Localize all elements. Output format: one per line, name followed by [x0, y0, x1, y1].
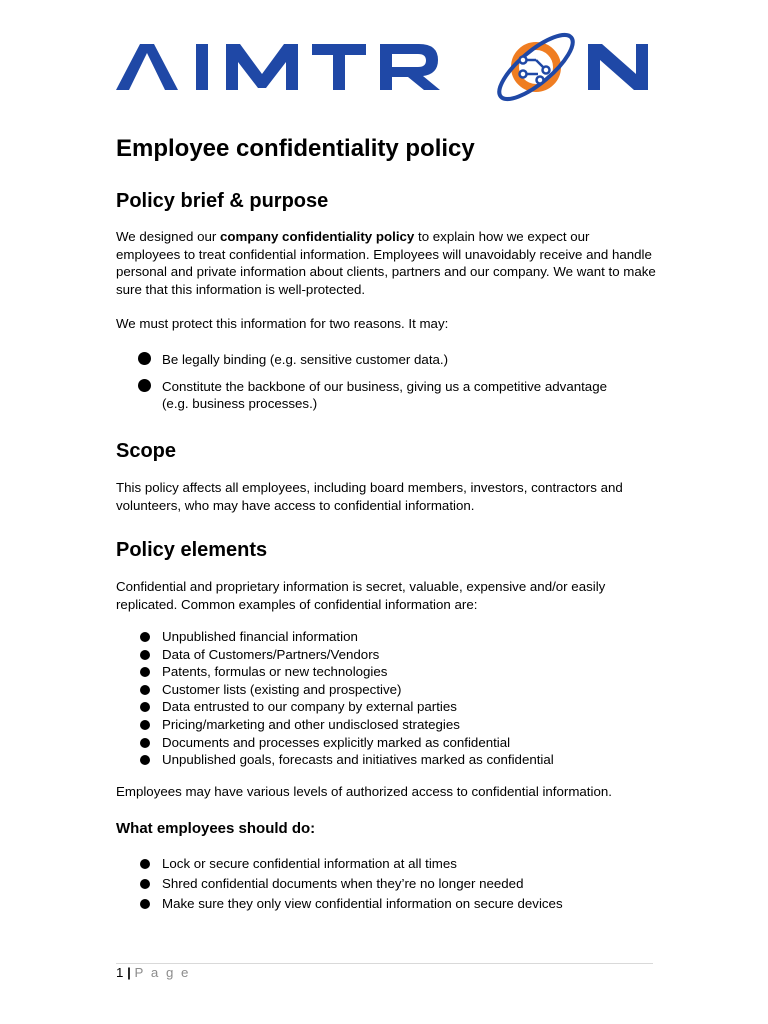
- page-label: P a g e: [134, 965, 191, 980]
- bullet-icon: [140, 755, 150, 765]
- brief-text-start: We designed our: [116, 229, 220, 244]
- page-number: 1: [116, 965, 124, 980]
- examples-list: [116, 628, 626, 769]
- bullet-icon: [140, 859, 150, 869]
- reasons-list: [116, 351, 626, 413]
- heading-should-do: What employees should do:: [116, 820, 316, 837]
- list-item: Documents and processes explicitly marked as confidential: [116, 734, 626, 752]
- list-item: Customer lists (existing and prospective): [116, 681, 626, 699]
- brief-text-end: to explain how we expect our employees to treat confidential information. Employees will unavoidably receive and handle personal and private information about clients, partners and our company. We want to make sure that this information is well-protected.: [116, 229, 656, 297]
- list-item: Patents, formulas or new technologies: [116, 663, 626, 681]
- brief-text-bold: company confidentiality policy: [219, 229, 415, 244]
- bullet-icon: [140, 685, 150, 695]
- bullet-icon: [140, 720, 150, 730]
- list-item: Data entrusted to our company by external parties: [116, 698, 626, 716]
- bullet-icon: [140, 738, 150, 748]
- elements-intro: Confidential and proprietary information is secret, valuable, expensive and/or easily replicated. Common examples of confidential information are:: [116, 579, 606, 612]
- bullet-icon: [140, 632, 150, 642]
- heading-policy-elements: Policy elements: [116, 539, 268, 561]
- brief-paragraph: [116, 228, 656, 298]
- list-item: Make sure they only view confidential information on secure devices: [116, 895, 626, 913]
- scope-paragraph: This policy affects all employees, including board members, investors, contractors and volunteers, who may have access to confidential information.: [116, 480, 623, 513]
- bullet-icon: [140, 667, 150, 677]
- list-item: Lock or secure confidential information at all times: [116, 855, 626, 873]
- bullet-icon: [140, 702, 150, 712]
- list-item: Constitute the backbone of our business, giving us a competitive advantage (e.g. business processes.): [116, 378, 626, 413]
- heading-scope: Scope: [116, 440, 177, 462]
- heading-policy-brief: Policy brief & purpose: [116, 190, 329, 212]
- bullet-icon: [138, 379, 151, 392]
- aimtron-logo: [116, 22, 648, 112]
- page-title: Employee confidentiality policy: [116, 135, 475, 162]
- bullet-icon: [140, 899, 150, 909]
- list-item: Pricing/marketing and other undisclosed strategies: [116, 716, 626, 734]
- list-item: Be legally binding (e.g. sensitive customer data.): [116, 351, 626, 369]
- list-item: Shred confidential documents when they’re no longer needed: [116, 875, 626, 893]
- page-footer: [116, 964, 190, 982]
- should-do-list: [116, 855, 626, 913]
- footer-separator: |: [127, 965, 131, 980]
- bullet-icon: [140, 650, 150, 660]
- reasons-intro: We must protect this information for two reasons. It may:: [116, 316, 449, 331]
- list-item: Unpublished financial information: [116, 628, 626, 646]
- access-note: Employees may have various levels of authorized access to confidential information.: [116, 784, 612, 799]
- footer-divider: [116, 963, 653, 964]
- list-item: Data of Customers/Partners/Vendors: [116, 646, 626, 664]
- bullet-icon: [138, 352, 151, 365]
- bullet-icon: [140, 879, 150, 889]
- list-item: Unpublished goals, forecasts and initiatives marked as confidential: [116, 751, 626, 769]
